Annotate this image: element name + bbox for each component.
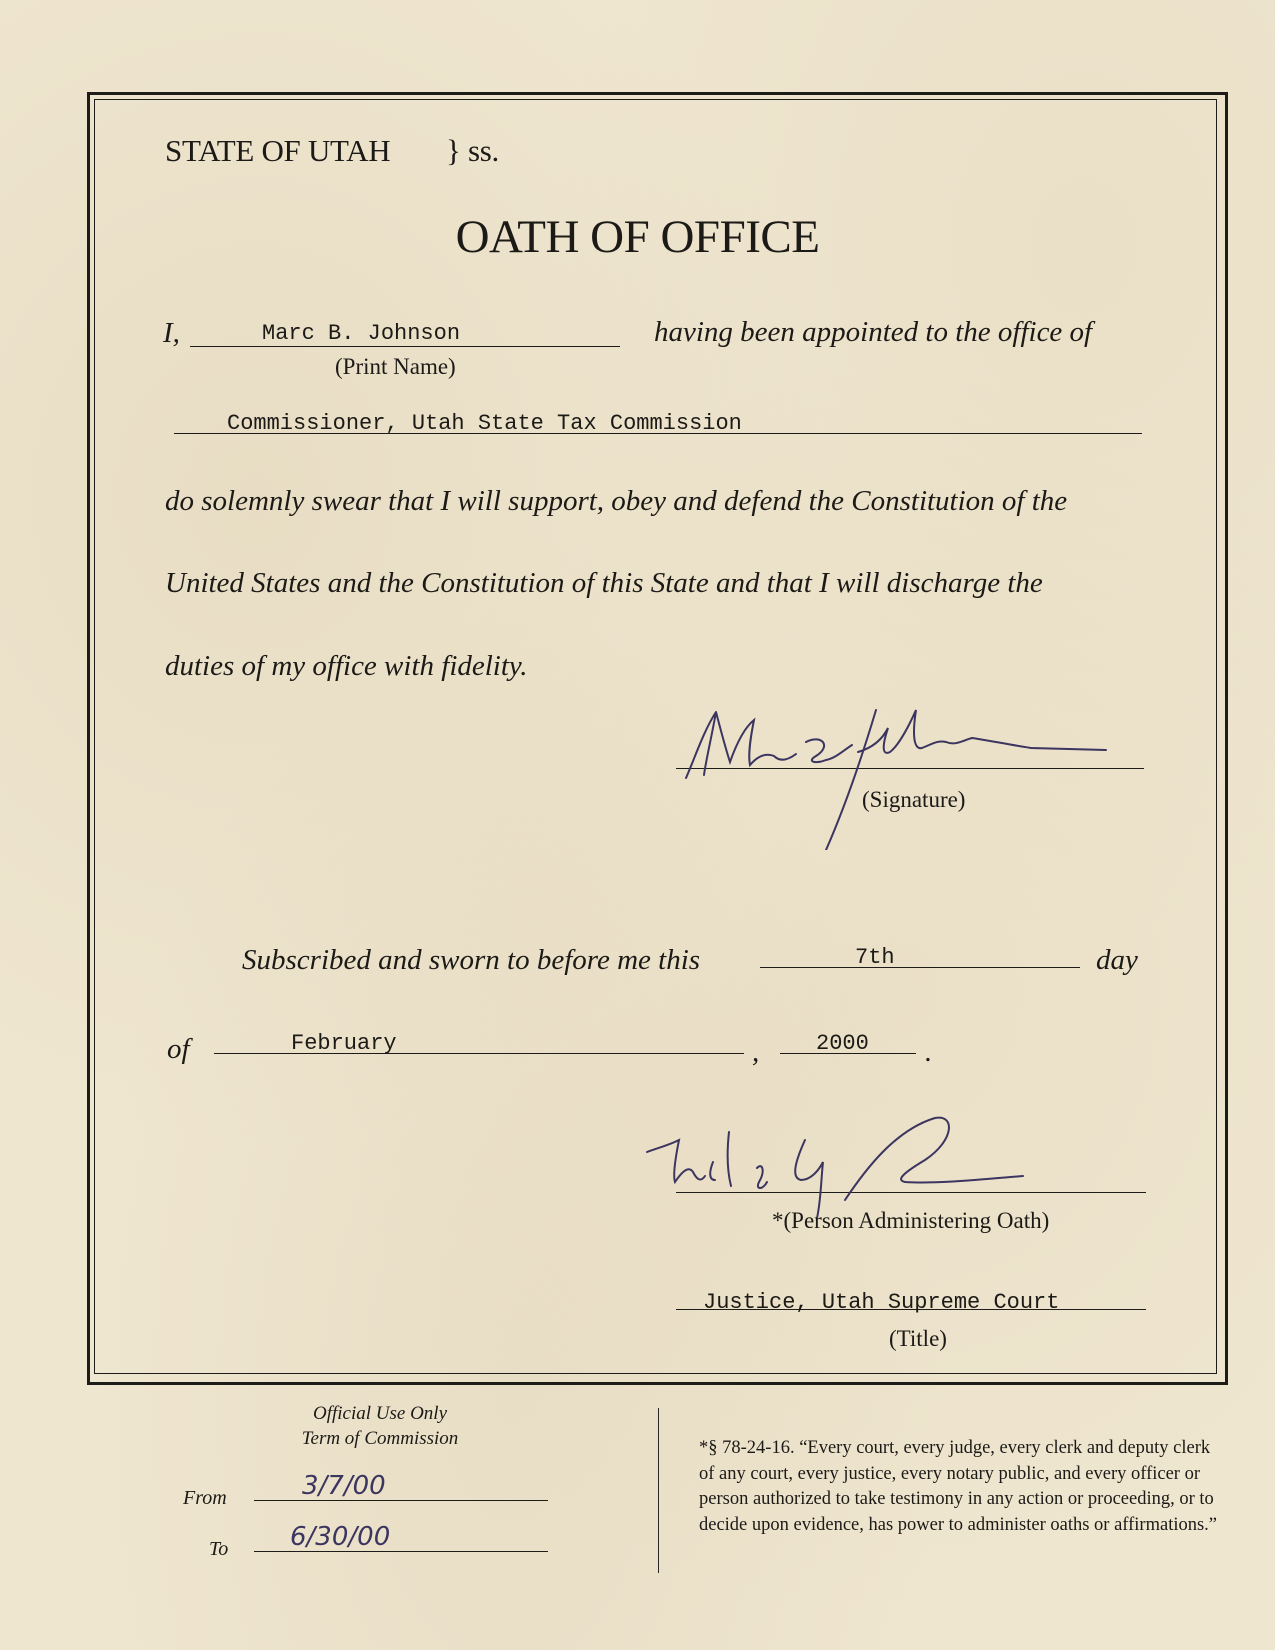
official-use-heading: Official Use Only xyxy=(312,1403,448,1424)
title-caption: (Title) xyxy=(889,1326,947,1351)
day-value: 7th xyxy=(855,945,895,970)
administrator-signature-scribble xyxy=(645,1110,1025,1220)
ss-label: } ss. xyxy=(446,133,500,168)
section-divider xyxy=(658,1408,659,1573)
print-name-value: Marc B. Johnson xyxy=(262,321,461,346)
oath-line-3: duties of my office with fidelity. xyxy=(165,650,528,682)
title-value: Justice, Utah Supreme Court xyxy=(703,1290,1060,1315)
year-value: 2000 xyxy=(816,1031,869,1056)
state-label: STATE OF UTAH xyxy=(165,133,391,168)
from-line xyxy=(254,1500,548,1501)
month-value: February xyxy=(291,1031,397,1056)
from-label: From xyxy=(183,1487,227,1509)
signature-caption: (Signature) xyxy=(862,787,966,812)
subscribed-text: Subscribed and sworn to before me this xyxy=(242,944,701,976)
page-title: OATH OF OFFICE xyxy=(455,211,820,263)
oath-line-2: United States and the Constitution of this State and that I will discharge the xyxy=(165,567,1043,599)
term-of-commission-heading: Term of Commission xyxy=(301,1428,459,1449)
administrator-caption: *(Person Administering Oath) xyxy=(772,1208,1050,1233)
of-label: of xyxy=(167,1033,190,1065)
i-label: I, xyxy=(163,317,180,349)
from-value: 3/7/00 xyxy=(302,1471,386,1501)
print-name-caption: (Print Name) xyxy=(335,354,456,379)
to-value: 6/30/00 xyxy=(290,1522,391,1552)
statute-footnote: *§ 78-24-16. “Every court, every judge, every clerk and deputy clerk of any court, every justice, every notary public, and every officer or person authorized to take testimony in any action or proceeding, or to decide upon evidence, has power to administer oaths or affirmations.” xyxy=(699,1438,1218,1535)
period: . xyxy=(925,1036,933,1068)
oath-line-1: do solemnly swear that I will support, obey and defend the Constitution of the xyxy=(165,485,1068,517)
day-label: day xyxy=(1096,944,1138,976)
day-line xyxy=(760,967,1080,968)
signature-scribble xyxy=(676,690,1116,850)
to-label: To xyxy=(209,1538,229,1560)
name-line xyxy=(190,346,620,347)
comma: , xyxy=(752,1036,760,1068)
office-value: Commissioner, Utah State Tax Commission xyxy=(227,411,742,436)
appointed-text: having been appointed to the office of xyxy=(654,316,1093,348)
